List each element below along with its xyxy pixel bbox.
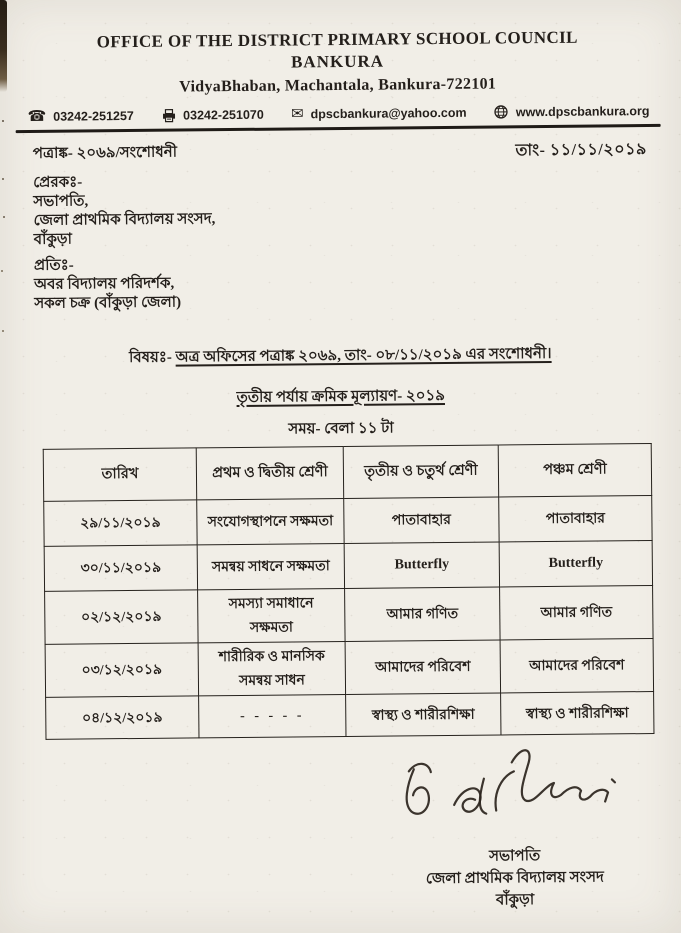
office-title: OFFICE OF THE DISTRICT PRIMARY SCHOOL COUNCIL xyxy=(96,27,578,52)
evaluation-title: তৃতীয় পর্যায় ক্রমিক মূল্যায়ণ- ২০১৯ xyxy=(236,387,445,406)
phone-contact xyxy=(27,108,133,124)
table-row xyxy=(44,496,652,547)
memo-number: পত্রাঙ্ক- ২০৬৯/সংশোধনী xyxy=(32,144,178,162)
signature-organization: জেলা প্রাথমিক বিদ্যালয় সংসদ xyxy=(425,869,604,888)
website-contact xyxy=(494,103,650,119)
table-cell: শারীরিক ও মানসিক সমন্বয় সাধন xyxy=(198,641,346,695)
table-cell: আমার গণিত xyxy=(345,587,501,641)
table-header-row xyxy=(43,444,651,502)
sender-label: প্রেরকঃ- xyxy=(33,174,83,191)
table-header-cell: তারিখ xyxy=(43,448,196,501)
table-cell: স্বাস্থ্য ও শারীরশিক্ষা xyxy=(501,692,654,735)
globe-icon xyxy=(494,104,509,119)
sender-line: বাঁকুড়া xyxy=(33,231,73,248)
recipient-line: অবর বিদ্যালয় পরিদর্শক, xyxy=(34,275,175,293)
schedule-table-wrap xyxy=(43,443,655,740)
phone-number: 03242-251257 xyxy=(53,108,134,124)
table-cell: পাতাবাহার xyxy=(499,496,652,542)
recipient-line: সকল চক্র (বাঁকুড়া জেলা) xyxy=(34,294,182,312)
table-row xyxy=(46,692,654,740)
table-cell: পাতাবাহার xyxy=(344,497,499,543)
signature-scribble xyxy=(376,739,627,846)
letterhead xyxy=(0,27,678,99)
table-header-cell: তৃতীয় ও চতুর্থ শ্রেণী xyxy=(343,445,498,498)
memo-row xyxy=(33,136,647,169)
table-cell: স্বাস্থ্য ও শারীরশিক্ষা xyxy=(346,693,501,736)
email-icon: ✉ xyxy=(290,104,304,123)
table-cell: ০৪/১২/২০১৯ xyxy=(46,696,199,739)
table-cell: আমাদের পরিবেশ xyxy=(345,640,501,694)
table-cell: ০২/১২/২০১৯ xyxy=(45,590,199,644)
subject-text: অত্র অফিসের পত্রাঙ্ক ২০৬৯, তাং- ০৮/১১/২০১৯ এর সংশোধনী। xyxy=(175,345,552,366)
table-header-cell: পঞ্চম শ্রেণী xyxy=(498,444,651,497)
subject-line xyxy=(0,341,681,373)
table-cell: সমন্বয় সাধনে সক্ষমতা xyxy=(197,543,344,589)
table-header-cell: প্রথম ও দ্বিতীয় শ্রেণী xyxy=(196,446,343,499)
signature-block xyxy=(355,844,676,913)
recipient-label: প্রতিঃ- xyxy=(33,257,74,274)
evaluation-title-line xyxy=(0,382,681,414)
table-row xyxy=(45,586,653,645)
header-rule xyxy=(16,124,661,133)
table-row xyxy=(45,639,653,698)
time-line: সময়- বেলা ১১ টা xyxy=(288,420,394,438)
office-address: VidyaBhaban, Machantala, Bankura-722101 xyxy=(179,75,497,96)
recipient-block xyxy=(34,256,181,314)
contact-row xyxy=(27,103,649,124)
signature-place: বাঁকুড়া xyxy=(495,892,535,909)
table-cell: - - - - - xyxy=(199,694,346,737)
email-address: dpscbankura@yahoo.com xyxy=(310,105,467,121)
table-cell: ৩০/১১/২০১৯ xyxy=(44,545,197,591)
fax-icon xyxy=(161,108,176,122)
sender-block xyxy=(33,172,216,250)
fax-contact xyxy=(161,107,264,122)
website-url: www.dpscbankura.org xyxy=(515,103,650,119)
phone-icon: ☎ xyxy=(27,106,47,125)
table-cell: আমার গণিত xyxy=(500,586,654,640)
subject-label: বিষয়ঃ- xyxy=(129,349,172,367)
table-cell: সমস্যা সমাধানে সক্ষমতা xyxy=(198,588,346,642)
table-cell: ০৩/১২/২০১৯ xyxy=(45,643,199,697)
email-contact xyxy=(291,105,467,122)
table-cell: ২৯/১১/২০১৯ xyxy=(44,500,197,546)
fax-number: 03242-251070 xyxy=(183,107,264,122)
table-row xyxy=(44,541,652,592)
sender-line: জেলা প্রাথমিক বিদ্যালয় সংসদ, xyxy=(33,211,216,229)
table-cell: আমাদের পরিবেশ xyxy=(500,639,654,693)
table-cell: Butterfly xyxy=(499,541,652,587)
office-subtitle: BANKURA xyxy=(290,51,385,72)
table-cell: সংযোগস্থাপনে সক্ষমতা xyxy=(197,498,344,544)
table-cell: Butterfly xyxy=(344,542,499,588)
signature-designation: সভাপতি xyxy=(488,848,541,865)
sender-line: সভাপতি, xyxy=(33,193,89,210)
schedule-table xyxy=(43,443,655,740)
memo-date: তাং- ১১/১১/২০১৯ xyxy=(515,141,647,160)
